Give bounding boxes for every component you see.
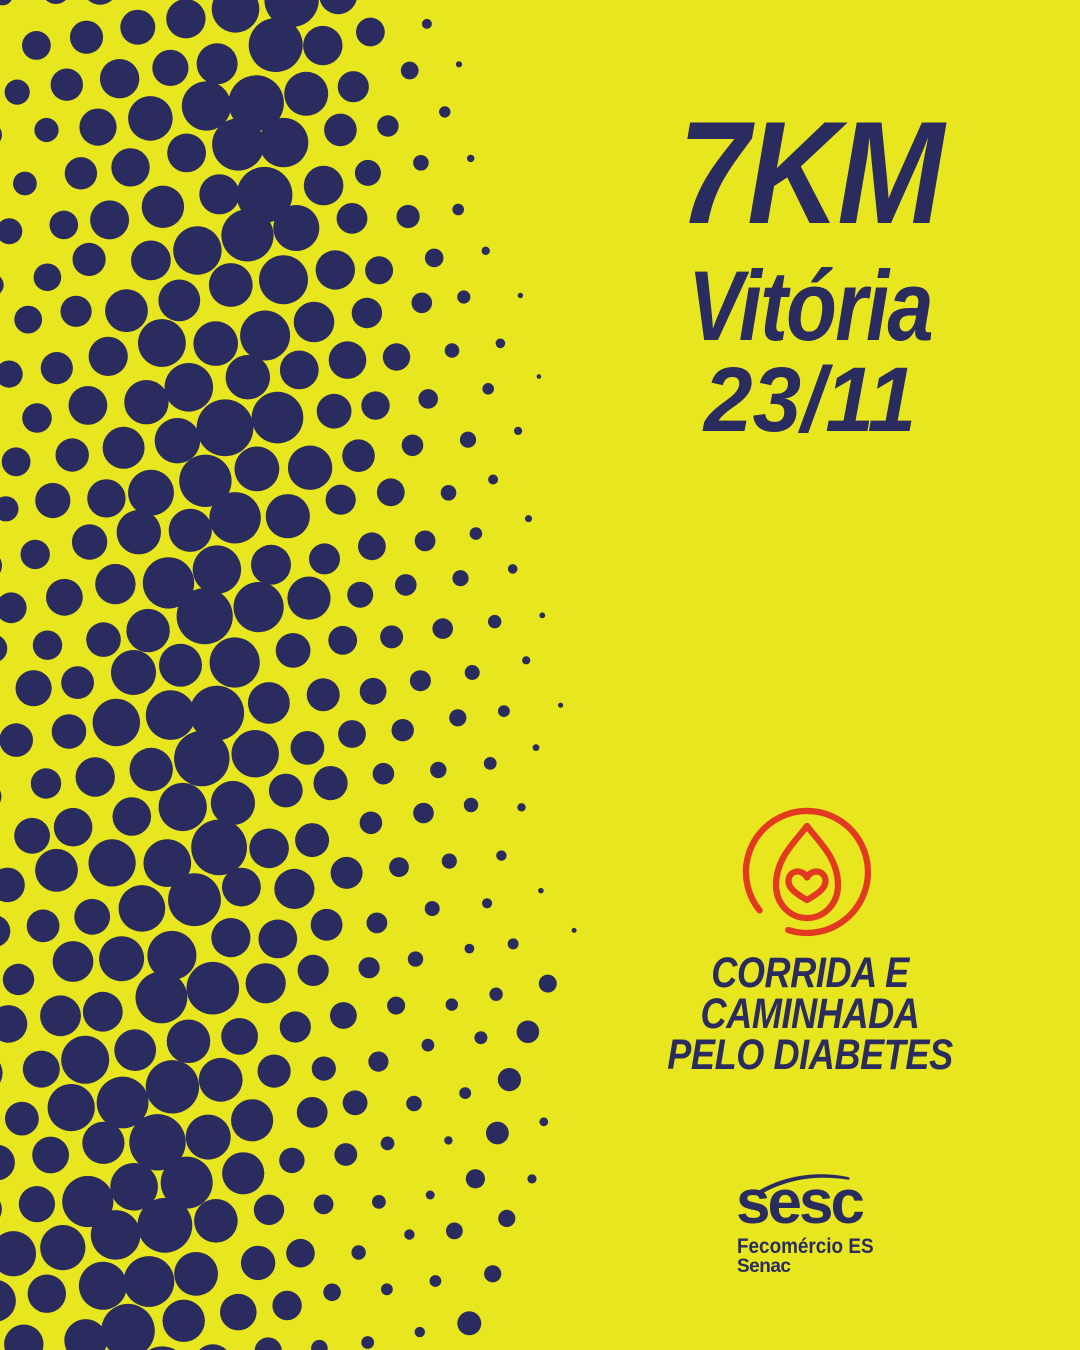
senac-logo: Senac [737, 1256, 791, 1277]
event-title-line: PELO DIABETES [667, 1031, 953, 1079]
headline-city: Vitória [688, 250, 932, 361]
headline-date: 23/11 [703, 349, 917, 451]
event-title [583, 949, 1037, 1079]
drop-heart-icon [736, 801, 878, 941]
heart-stroke [789, 872, 826, 901]
brand-block [736, 1160, 956, 1300]
droplet-stroke [776, 826, 838, 918]
event-title-line: CORRIDA E [711, 949, 909, 997]
sesc-logo: sesc [736, 1168, 862, 1237]
headline-distance: 7KM [678, 91, 942, 254]
fecomercio-es-label: Fecomércio ES [737, 1235, 874, 1258]
event-title-line: CAMINHADA [700, 990, 920, 1038]
